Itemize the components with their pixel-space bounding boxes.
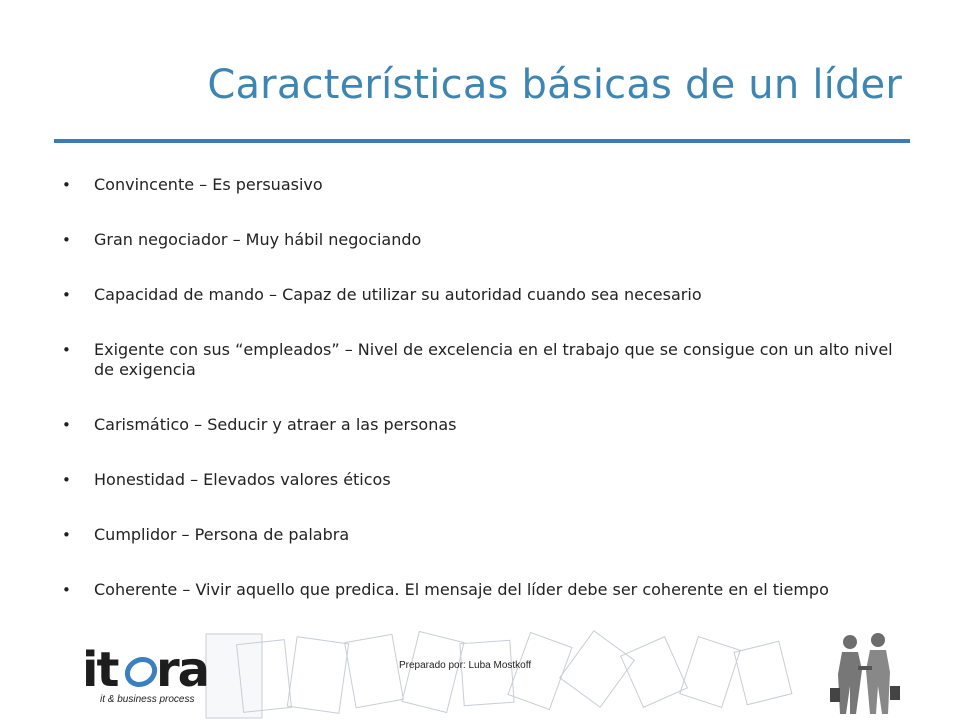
footer [0, 628, 960, 720]
list-item [56, 230, 906, 250]
slide-title: Características básicas de un líder [207, 62, 902, 108]
list-item [56, 525, 906, 545]
svg-text:it & business process: it & business process [100, 694, 195, 704]
bullet-text: Capacidad de mando – Capaz de utilizar su autoridad cuando sea necesario [94, 285, 702, 304]
business-handshake-icon [830, 630, 900, 716]
list-item [56, 580, 906, 600]
prepared-by-text: Preparado por: Luba Mostkoff [399, 660, 532, 671]
bullet-list [56, 175, 906, 635]
bullet-text: Cumplidor – Persona de palabra [94, 525, 350, 544]
bullet-text: Coherente – Vivir aquello que predica. El mensaje del líder debe ser coherente en el tiempo [94, 580, 829, 599]
bullet-icon: • [62, 416, 71, 434]
bullet-icon: • [62, 581, 71, 599]
bullet-icon: • [62, 286, 71, 304]
list-item [56, 175, 906, 195]
title-underline [54, 139, 910, 143]
bullet-text: Honestidad – Elevados valores éticos [94, 470, 391, 489]
bullet-icon: • [62, 231, 71, 249]
list-item [56, 415, 906, 435]
list-item [56, 470, 906, 490]
bullet-icon: • [62, 471, 71, 489]
svg-text:ra: ra [156, 642, 209, 698]
decorative-pages-graphic [200, 628, 820, 720]
bullet-icon: • [62, 176, 71, 194]
bullet-text: Convincente – Es persuasivo [94, 175, 323, 194]
bullet-text: Exigente con sus “empleados” – Nivel de excelencia en el trabajo que se consigue con un alto nivel de exigencia [94, 340, 893, 379]
bullet-icon: • [62, 341, 71, 359]
bullet-text: Gran negociador – Muy hábil negociando [94, 230, 422, 249]
list-item [56, 285, 906, 305]
bullet-text: Carismático – Seducir y atraer a las personas [94, 415, 457, 434]
itera-logo [82, 642, 232, 704]
list-item [56, 340, 906, 380]
svg-text:it: it [82, 642, 118, 698]
bullet-icon: • [62, 526, 71, 544]
